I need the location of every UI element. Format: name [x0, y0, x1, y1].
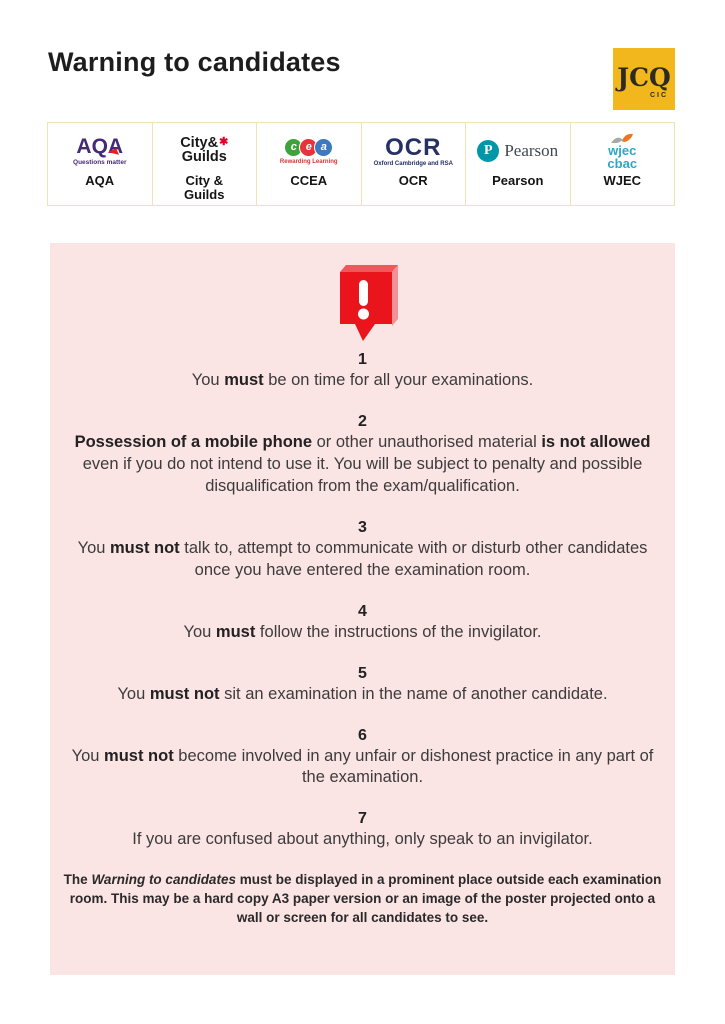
ccea-tagline: Rewarding Learning	[279, 158, 338, 165]
aqa-logo	[73, 130, 126, 172]
ocr-logotype: OCR	[385, 133, 442, 161]
exam-boards-strip	[47, 122, 675, 206]
aqa-logotype: AQA	[76, 135, 124, 158]
warning-item-5	[60, 664, 665, 706]
board-pearson	[466, 123, 571, 205]
warning-item-7	[60, 809, 665, 851]
city-guilds-logotype	[180, 137, 228, 165]
warning-exclamation-icon	[328, 262, 398, 342]
pearson-lockup	[477, 140, 558, 162]
warning-items	[60, 350, 665, 851]
item-text: You must follow the instructions of the invigilator.	[183, 622, 542, 641]
board-ocr	[362, 123, 467, 205]
wjec-logo	[607, 130, 637, 172]
item-number: 4	[358, 602, 367, 620]
pearson-logotype: Pearson	[504, 141, 559, 160]
jcq-logotype: JCQ	[617, 63, 671, 92]
item-text: You must not become involved in any unfair or dishonest practice in any part of the examination.	[71, 746, 654, 787]
city-guilds-line1: City&	[180, 135, 219, 152]
item-number: 5	[358, 664, 367, 682]
page-title: Warning to candidates	[48, 47, 341, 77]
ccea-letter-a: a	[314, 138, 333, 157]
ocr-tagline: Oxford Cambridge and RSA	[373, 160, 453, 167]
city-guilds-line2: Guilds	[181, 149, 227, 165]
jcq-cic-label: CIC	[649, 92, 668, 99]
board-caption: Pearson	[492, 173, 544, 188]
item-number: 1	[358, 351, 367, 368]
item-text: You must not talk to, attempt to communicate with or disturb other candidates once you have entered the examination room.	[77, 538, 648, 579]
aqa-tagline: Questions matter	[73, 159, 127, 166]
warning-item-3	[60, 518, 665, 582]
board-caption: OCR	[398, 173, 428, 188]
board-wjec	[571, 123, 675, 205]
board-ccea	[257, 123, 362, 205]
warning-item-4	[60, 602, 665, 644]
warning-item-6	[60, 726, 665, 790]
display-note: The Warning to candidates must be displayed in a prominent place outside each examination room. This may be a hard copy A3 paper version or an image of the poster projected onto a wall or screen for all candidates to see.	[63, 872, 662, 925]
wjec-line2: cbac	[607, 155, 638, 171]
board-aqa	[48, 123, 153, 205]
board-caption: WJEC	[603, 173, 642, 188]
board-caption: AQA	[85, 173, 115, 188]
ccea-letter-c: c	[284, 138, 303, 157]
board-caption: City & Guilds	[184, 173, 225, 202]
ocr-logo	[374, 130, 453, 172]
pearson-logo	[477, 130, 558, 172]
poster-header	[48, 48, 675, 112]
item-number: 6	[358, 726, 367, 744]
ccea-letter-e: e	[299, 138, 318, 157]
board-caption: CCEA	[290, 173, 328, 188]
item-text: You must be on time for all your examinations.	[191, 371, 534, 389]
city-guilds-emblem-icon	[219, 136, 228, 148]
item-number: 7	[358, 810, 367, 828]
warning-item-1	[60, 350, 665, 392]
jcq-logo	[613, 48, 675, 110]
ccea-circles-icon	[284, 138, 333, 157]
warning-panel	[50, 243, 675, 975]
ccea-logo	[280, 130, 338, 172]
item-number: 2	[358, 412, 367, 430]
item-text: You must not sit an examination in the name of another candidate.	[117, 684, 608, 703]
board-city-and-guilds	[153, 123, 258, 205]
item-number: 3	[358, 518, 367, 536]
city-guilds-logo	[180, 130, 228, 172]
item-text: If you are confused about anything, only speak to an invigilator.	[132, 830, 593, 849]
wjec-line1: wjec	[608, 143, 637, 159]
wjec-logotype	[607, 145, 637, 170]
pearson-monogram-icon: P	[477, 140, 499, 162]
warning-item-2	[60, 412, 665, 498]
item-text: Possession of a mobile phone or other unauthorised material is not allowed even if you do not intend to use it. You will be subject to penalty and possible disqualification from the exam/qualification.	[74, 432, 651, 495]
